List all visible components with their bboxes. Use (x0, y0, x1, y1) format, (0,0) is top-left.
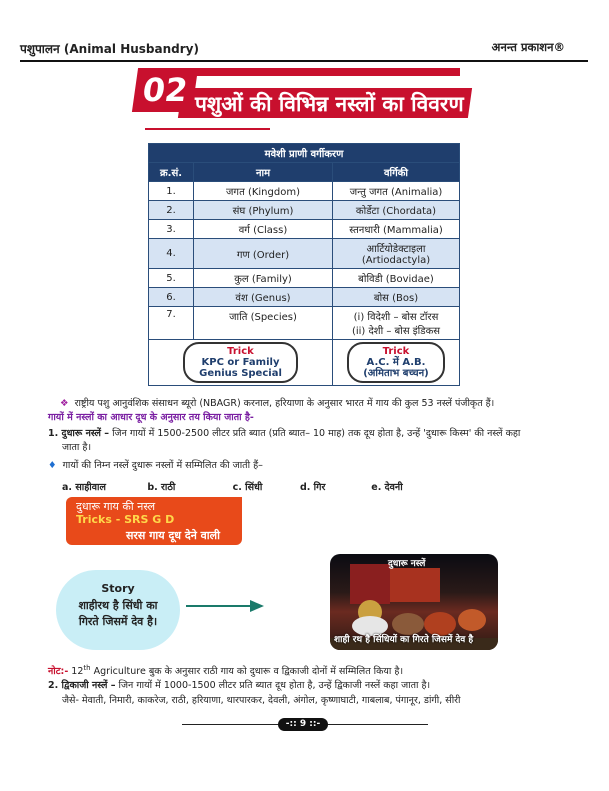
col-header-taxonomy: वर्गिकी (333, 163, 460, 182)
cell-name: वर्ग (Class) (194, 220, 333, 239)
note-sup: th (83, 664, 91, 672)
paragraph-text: जिन गायों में 1500-2500 लीटर प्रति ब्यात (प्रति ब्यात– 10 माह) तक दूध होता है, उन्हें 'दुधारू किस्म' की नस्लें कहा (112, 428, 521, 439)
cell-taxon (333, 307, 460, 340)
bullet-icon: ❖ (60, 398, 69, 409)
trick-line: KPC or Family (201, 357, 280, 368)
story-title: Story (101, 582, 135, 595)
chapter-title: पशुओं की विभिन्न नस्लों का विवरण (195, 92, 464, 116)
cell-name: कुल (Family) (194, 269, 333, 288)
bullet-icon: ♦ (48, 460, 57, 471)
note-text: Agriculture बुक के अनुसार राठी गाय को दुधारू व द्विकाजी दोनों में सम्मिलित किया है। (90, 666, 404, 678)
paragraph-milch (48, 427, 520, 440)
publisher-name: अनन्त प्रकाशन® (491, 40, 565, 54)
list-item: b. राठी (147, 482, 176, 493)
trick-title: Trick (382, 346, 410, 357)
cell-taxon: स्तनधारी (Mammalia) (333, 220, 460, 239)
trick-line: Genius Special (199, 368, 282, 379)
table-row (149, 201, 460, 220)
table-caption: मवेशी प्राणी वर्गीकरण (149, 144, 460, 163)
cell-sno: 1. (149, 182, 194, 201)
cell-taxon: कोर्डेटा (Chordata) (333, 201, 460, 220)
breed-list (62, 480, 403, 493)
image-label: दुधारू नस्लें (388, 559, 426, 569)
trick-line: (अमिताभ बच्चन) (363, 368, 429, 379)
term-label: 1. दुधारू नस्लें – (48, 428, 110, 439)
chapter-banner (135, 68, 470, 128)
cell-name: वंश (Genus) (194, 288, 333, 307)
chapter-underline (145, 128, 270, 130)
arrow-right-icon (186, 598, 266, 614)
cell-taxon: बोस (Bos) (333, 288, 460, 307)
list-item: d. गिर (299, 482, 326, 493)
tricks-code: Tricks - SRS G D (76, 513, 175, 526)
cell-sno: 3. (149, 220, 194, 239)
paragraph-dual-purpose-examples: जैसे- मेवाती, निमारी, काकरेज, राठी, हरियाणा, थारपारकर, देवली, अंगोल, कृष्णाघाटी, गाबलाब, पंगानूर, डांगी, सीरी (62, 695, 461, 706)
cell-sno: 5. (149, 269, 194, 288)
story-cloud (56, 570, 180, 650)
cell-sno: 6. (149, 288, 194, 307)
note (48, 662, 403, 678)
classification-table (148, 143, 460, 386)
trick-title: Trick (227, 346, 254, 357)
subheading-milk-basis: गायों में नस्लों का आधार दूध के अनुसार तय किया जाता है- (48, 412, 254, 423)
table-row (149, 307, 460, 340)
story-line: शाहीरथ है सिंधी का (78, 599, 158, 612)
trick-cell-right (333, 340, 460, 386)
banner-top-bar (190, 68, 460, 76)
col-header-sno: क्र.सं. (149, 163, 194, 182)
paragraph-text: जिन गायों में 1000-1500 लीटर प्रति ब्यात दूध होता है, उन्हें द्विकाजी नस्लें कहा जाता है। (118, 680, 431, 691)
table-row (149, 239, 460, 269)
table-row (149, 220, 460, 239)
cell-name: गण (Order) (194, 239, 333, 269)
trick-bubble-right (347, 342, 445, 383)
table-row (149, 269, 460, 288)
cell-taxon: आर्टियोडेक्टाइला (Artiodactyla) (333, 239, 460, 269)
species-foreign: (i) विदेशी – बोस टॉरस (353, 312, 439, 323)
paragraph-milch-cont: जाता है। (62, 442, 92, 453)
list-item: e. देवनी (371, 482, 403, 493)
cell-taxon: जन्तु जगत (Animalia) (333, 182, 460, 201)
trick-bubble-left (183, 342, 298, 383)
paragraph-text: गायों की निम्न नस्लें दुधारू नस्लों में सम्मिलित की जाती हैं– (62, 460, 263, 471)
image-caption: शाही रथ है सिंधियों का गिरते जिसमें देव है (334, 635, 474, 645)
note-label: नोट:- (48, 666, 69, 678)
note-text-pre: 12 (71, 666, 84, 678)
chapter-number: 02 (132, 68, 198, 112)
table-row (149, 182, 460, 201)
paragraph-dual-purpose (48, 679, 430, 692)
tricks-heading: दुधारू गाय की नस्ल (76, 500, 156, 513)
page-number: -:: 9 ::- (278, 718, 328, 731)
paragraph-breed-list-intro (48, 459, 263, 472)
col-header-name: नाम (194, 163, 333, 182)
trick-cell-left (149, 340, 333, 386)
tricks-mnemonic: सरस गाय दूध देने वाली (126, 529, 220, 542)
cell-sno: 7. (149, 307, 194, 340)
cell-name: जाति (Species) (194, 307, 333, 340)
milch-tricks-box (66, 497, 242, 545)
list-item: a. साहीवाल (62, 482, 106, 493)
header-title: पशुपालन (Animal Husbandry) (20, 42, 199, 56)
cell-taxon: बोविडी (Bovidae) (333, 269, 460, 288)
cell-sno: 2. (149, 201, 194, 220)
table-row (149, 288, 460, 307)
list-item: c. सिंधी (232, 482, 263, 493)
cell-name: जगत (Kingdom) (194, 182, 333, 201)
trick-line: A.C. में A.B. (366, 357, 426, 368)
term-label: 2. द्विकाजी नस्लें – (48, 680, 116, 691)
story-line: गिरते जिसमें देव है। (78, 615, 158, 628)
cell-sno: 4. (149, 239, 194, 269)
paragraph-nbagr (60, 397, 494, 410)
paragraph-text: राष्ट्रीय पशु आनुवंशिक संसाधन ब्यूरो (NBAGR) करनाल, हरियाणा के अनुसार भारत में गाय की कुल 53 नस्लें पंजीकृत हैं। (74, 398, 495, 409)
cell-name: संघ (Phylum) (194, 201, 333, 220)
header-divider (20, 60, 588, 62)
species-indian: (ii) देशी – बोस इंडिकस (351, 326, 441, 337)
